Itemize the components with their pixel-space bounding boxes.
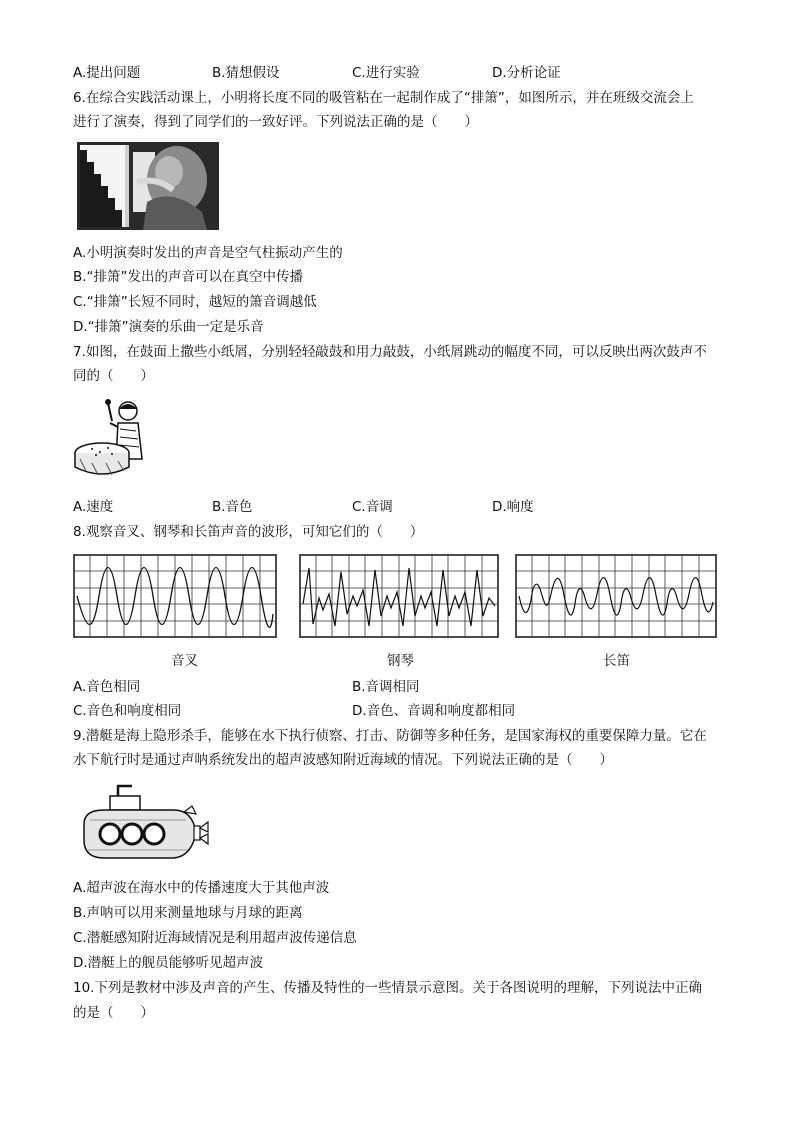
q6-stem-line1: 6.在综合实践活动课上，小明将长度不同的吸管粘在一起制作成了“排箫”，如图所示，并在班级交流会上 — [73, 90, 694, 106]
wave-label-piano: 钢琴 — [387, 653, 414, 669]
q9-option-a: A.超声波在海水中的传播速度大于其他声波 — [73, 880, 330, 896]
q9-stem-line1: 9.潜艇是海上隐形杀手，能够在水下执行侦察、打击、防御等多种任务，是国家海权的重要保障力量。它在 — [73, 728, 707, 744]
q10-stem-line2: 的是（ ） — [73, 1005, 154, 1021]
waveform-piano — [299, 554, 499, 638]
waveform-flute — [515, 554, 717, 638]
q6-option-d: D.“排箫”演奏的乐曲一定是乐音 — [73, 319, 264, 335]
q10-stem-line1: 10.下列是教材中涉及声音的产生、传播及特性的一些情景示意图。关于各图说明的理解，下列说法中正确 — [73, 980, 702, 996]
submarine-figure — [74, 780, 210, 866]
waveform-tuning-fork — [73, 554, 277, 638]
q6-option-b: B.“排箫”发出的声音可以在真空中传播 — [73, 269, 304, 285]
q9-option-d: D.潜艇上的舰员能够听见超声波 — [73, 955, 264, 971]
drum-figure — [72, 397, 148, 481]
q5-option-d: D.分析论证 — [492, 65, 561, 81]
q7-option-c: C.音调 — [352, 499, 393, 515]
q7-stem-line2: 同的（ ） — [73, 368, 154, 384]
q9-option-b: B.声呐可以用来测量地球与月球的距离 — [73, 905, 303, 921]
q5-option-b: B.猜想假设 — [212, 65, 280, 81]
q5-options — [73, 64, 713, 82]
panpipe-photo — [77, 142, 219, 230]
q6-option-a: A.小明演奏时发出的声音是空气柱振动产生的 — [73, 245, 343, 261]
q6-stem-line2: 进行了演奏，得到了同学们的一致好评。下列说法正确的是（ ） — [73, 114, 478, 130]
q5-option-c: C.进行实验 — [352, 65, 420, 81]
q6-option-c: C.“排箫”长短不同时，越短的箫音调越低 — [73, 294, 317, 310]
wave-label-tuning-fork: 音叉 — [171, 653, 198, 669]
q7-stem-line1: 7.如图，在鼓面上撒些小纸屑，分别轻轻敲鼓和用力敲鼓，小纸屑跳动的幅度不同，可以反映出两次鼓声不 — [73, 344, 707, 360]
q7-option-d: D.响度 — [492, 499, 534, 515]
q8-option-b: B.音调相同 — [352, 679, 420, 695]
q5-option-a: A.提出问题 — [73, 65, 141, 81]
q7-options — [73, 498, 713, 516]
q8-option-c: C.音色和响度相同 — [73, 703, 182, 719]
wave-label-flute: 长笛 — [603, 653, 630, 669]
q8-option-d: D.音色、音调和响度都相同 — [352, 703, 516, 719]
q7-option-a: A.速度 — [73, 499, 114, 515]
q9-stem-line2: 水下航行时是通过声呐系统发出的超声波感知附近海域的情况。下列说法正确的是（ ） — [73, 752, 613, 768]
q7-option-b: B.音色 — [212, 499, 253, 515]
q8-stem: 8.观察音叉、钢琴和长笛声音的波形，可知它们的（ ） — [73, 524, 424, 540]
q9-option-c: C.潜艇感知附近海域情况是利用超声波传递信息 — [73, 930, 357, 946]
q8-option-a: A.音色相同 — [73, 679, 141, 695]
